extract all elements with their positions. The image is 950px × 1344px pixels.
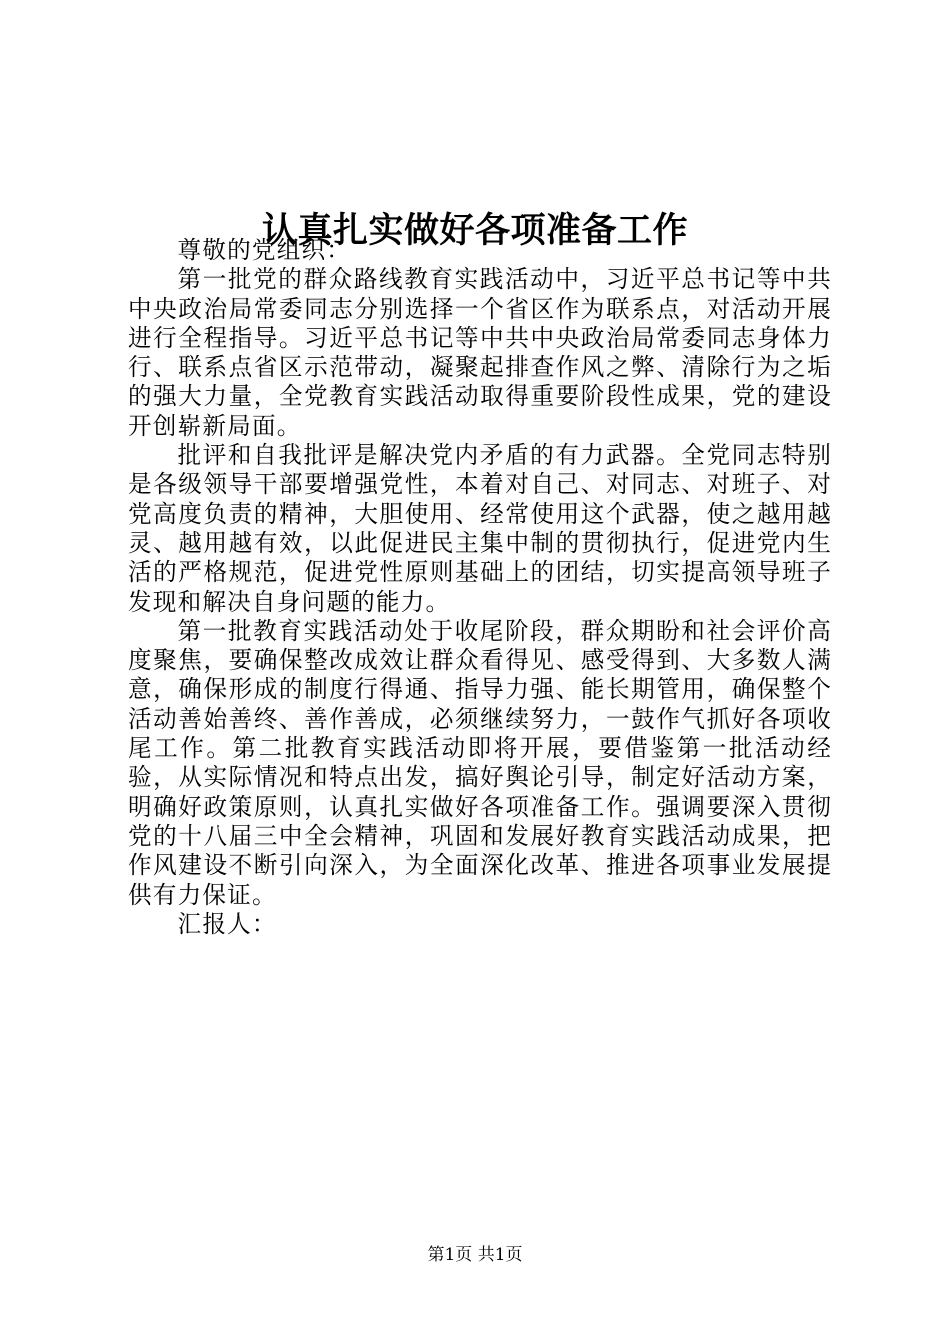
paragraph-1: 第一批党的群众路线教育实践活动中，习近平总书记等中共中央政治局常委同志分别选择一个省区作为联系点，对活动开展进行全程指导。习近平总书记等中共中央政治局常委同志身体力行、联系点省区示范带动，凝聚起排查作风之弊、清除行为之垢的强大力量，全党教育实践活动取得重要阶段性成果，党的建设开创崭新局面。 xyxy=(128,265,832,440)
salutation: 尊敬的党组织： xyxy=(177,236,352,264)
signature-line: 汇报人： xyxy=(177,909,277,938)
paragraph-2: 批评和自我批评是解决党内矛盾的有力武器。全党同志特别是各级领导干部要增强党性，本着对自己、对同志、对班子、对党高度负责的精神，大胆使用、经常使用这个武器，使之越用越灵、越用越有效，以此促进民主集中制的贯彻执行，促进党内生活的严格规范，促进党性原则基础上的团结，切实提高领导班子发现和解决自身问题的能力。 xyxy=(128,441,832,616)
document-title: 认真扎实做好各项准备工作 xyxy=(261,210,688,252)
paragraph-3: 第一批教育实践活动处于收尾阶段，群众期盼和社会评价高度聚焦，要确保整改成效让群众看得见、感受得到、大多数人满意，确保形成的制度行得通、指导力强、能长期管用，确保整个活动善始善终、善作善成，必须继续努力，一鼓作气抓好各项收尾工作。第二批教育实践活动即将开展，要借鉴第一批活动经验，从实际情况和特点出发，搞好舆论引导，制定好活动方案，明确好政策原则，认真扎实做好各项准备工作。强调要深入贯彻党的十八届三中全会精神，巩固和发展好教育实践活动成果，把作风建设不断引向深入，为全面深化改革、推进各项事业发展提供有力保证。 xyxy=(128,616,832,909)
page-footer: 第1页 共1页 xyxy=(427,1245,523,1265)
document-body xyxy=(128,236,832,939)
